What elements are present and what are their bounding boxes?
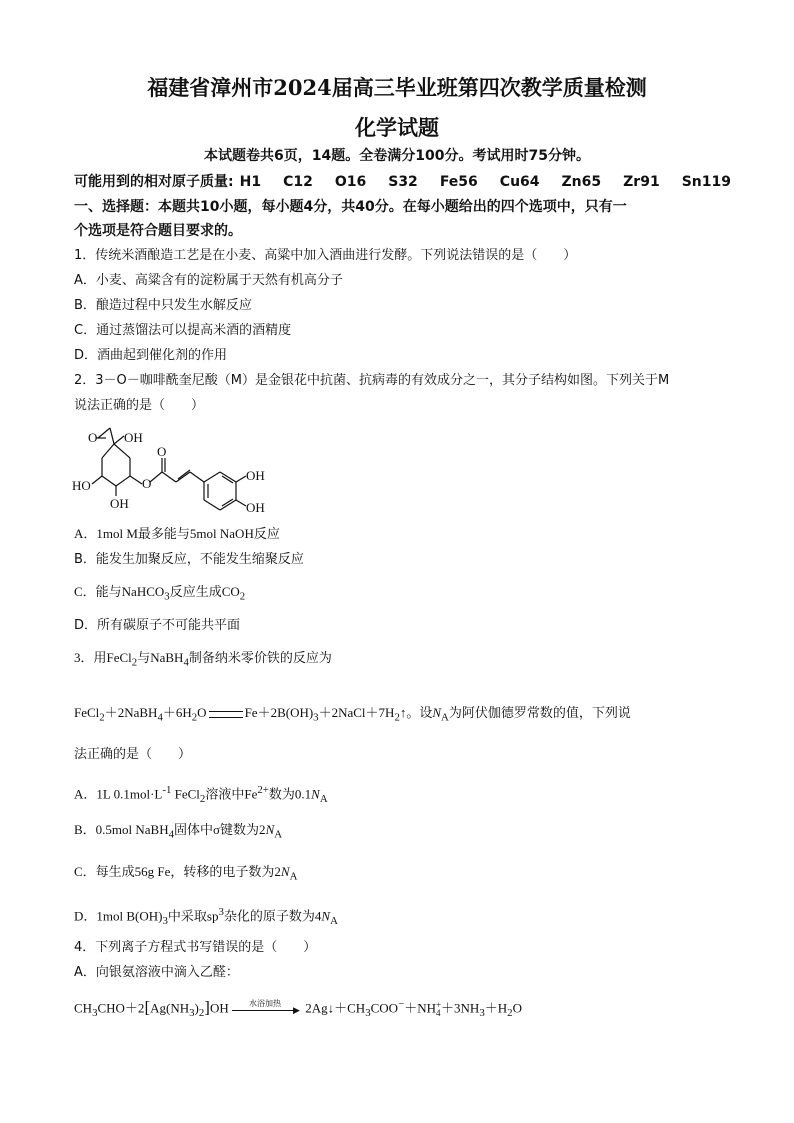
atomic-masses: 可能用到的相对原子质量: H1 C12 O16 S32 Fe56 Cu64 Zn65 Zr91 Sn119 bbox=[74, 174, 731, 190]
reaction-arrow: 水浴加热 ▶ bbox=[232, 1002, 302, 1016]
page-title: 福建省漳州市2024届高三毕业班第四次教学质量检测 bbox=[147, 75, 647, 100]
q2-option-b: B．能发生加聚反应，不能发生缩聚反应 bbox=[74, 552, 304, 567]
exam-info: 本试题卷共6页，14题。全卷满分100分。考试用时75分钟。 bbox=[204, 148, 590, 164]
atom-label: O bbox=[88, 430, 98, 445]
q3-option-b: B．0.5mol NaBH$_4$固体中σ键数为$2N_A$ bbox=[74, 822, 283, 841]
q4-stem: 4．下列离子方程式书写错误的是（ ） bbox=[74, 940, 317, 955]
molecule-structure bbox=[66, 420, 286, 524]
q4-option-a: A．向银氨溶液中滴入乙醛： bbox=[74, 965, 239, 980]
q3-option-a: A．1L $0.1mol\cdot L^{-1}$ FeCl$_2$溶液中$Fe^{2+}$数为$0.1N_A$ bbox=[74, 784, 328, 805]
q1-option-d: D．酒曲起到催化剂的作用 bbox=[74, 348, 228, 363]
q3-equation: $FeCl_2+2NaBH_4+6H_2O$ $Fe+2B(OH)_3+2NaCl+7H_2↑$。设$N_A$为阿伏伽德罗常数的值，下列说 bbox=[74, 705, 631, 724]
q4-equation: $CH_3CHO+2[Ag(NH_3)_2]OH$ 水浴加热 ▶ $2Ag↓+CH_3COO^-+NH$ + 4 $+3NH_3+H_2O$ bbox=[74, 997, 522, 1019]
q3-stem-cont: 法正确的是（ ） bbox=[74, 747, 192, 762]
q2-stem: 2．3－O－咖啡酰奎尼酸（M）是金银花中抗菌、抗病毒的有效成分之一，其分子结构如图。下列关于M bbox=[74, 373, 670, 388]
subject-title: 化学试题 bbox=[355, 115, 439, 140]
q1-stem: 1．传统米酒酿造工艺是在小麦、高粱中加入酒曲进行发酵。下列说法错误的是（ ） bbox=[74, 248, 577, 263]
q2-option-a: A．1mol M最多能与5mol NaOH反应 bbox=[74, 526, 280, 541]
q3-option-d: D．1mol $B(OH)_3$中采取$sp^3$杂化的原子数为$4N_A$ bbox=[74, 906, 338, 927]
atom-label: OH bbox=[124, 430, 143, 445]
atom-label: O bbox=[157, 444, 167, 459]
q2-option-d: D．所有碳原子不可能共平面 bbox=[74, 618, 241, 633]
section-heading-cont: 个选项是符合题目要求的。 bbox=[74, 223, 242, 239]
q1-option-c: C．通过蒸馏法可以提高米酒的酒精度 bbox=[74, 323, 292, 338]
section-heading: 一、选择题：本题共10小题，每小题4分，共40分。在每小题给出的四个选项中，只有一 bbox=[74, 199, 627, 215]
atom-label: O bbox=[142, 476, 152, 491]
q1-option-a: A．小麦、高粱含有的淀粉属于天然有机高分子 bbox=[74, 273, 343, 288]
q3-stem: 3．用FeCl$_2$与NaBH$_4$制备纳米零价铁的反应为 bbox=[74, 650, 332, 669]
equals-sign bbox=[209, 711, 243, 718]
q2-stem-cont: 说法正确的是（ ） bbox=[74, 398, 205, 413]
q2-option-c: C．能与NaHCO$_3$反应生成$CO_2$ bbox=[74, 584, 246, 603]
atom-label: OH bbox=[246, 468, 265, 483]
atom-label: OH bbox=[110, 496, 129, 511]
atom-label: OH bbox=[246, 500, 265, 515]
q3-option-c: C．每生成56g Fe，转移的电子数为$2N_A$ bbox=[74, 864, 298, 883]
q1-option-b: B．酿造过程中只发生水解反应 bbox=[74, 298, 252, 313]
atom-label: HO bbox=[72, 478, 91, 493]
